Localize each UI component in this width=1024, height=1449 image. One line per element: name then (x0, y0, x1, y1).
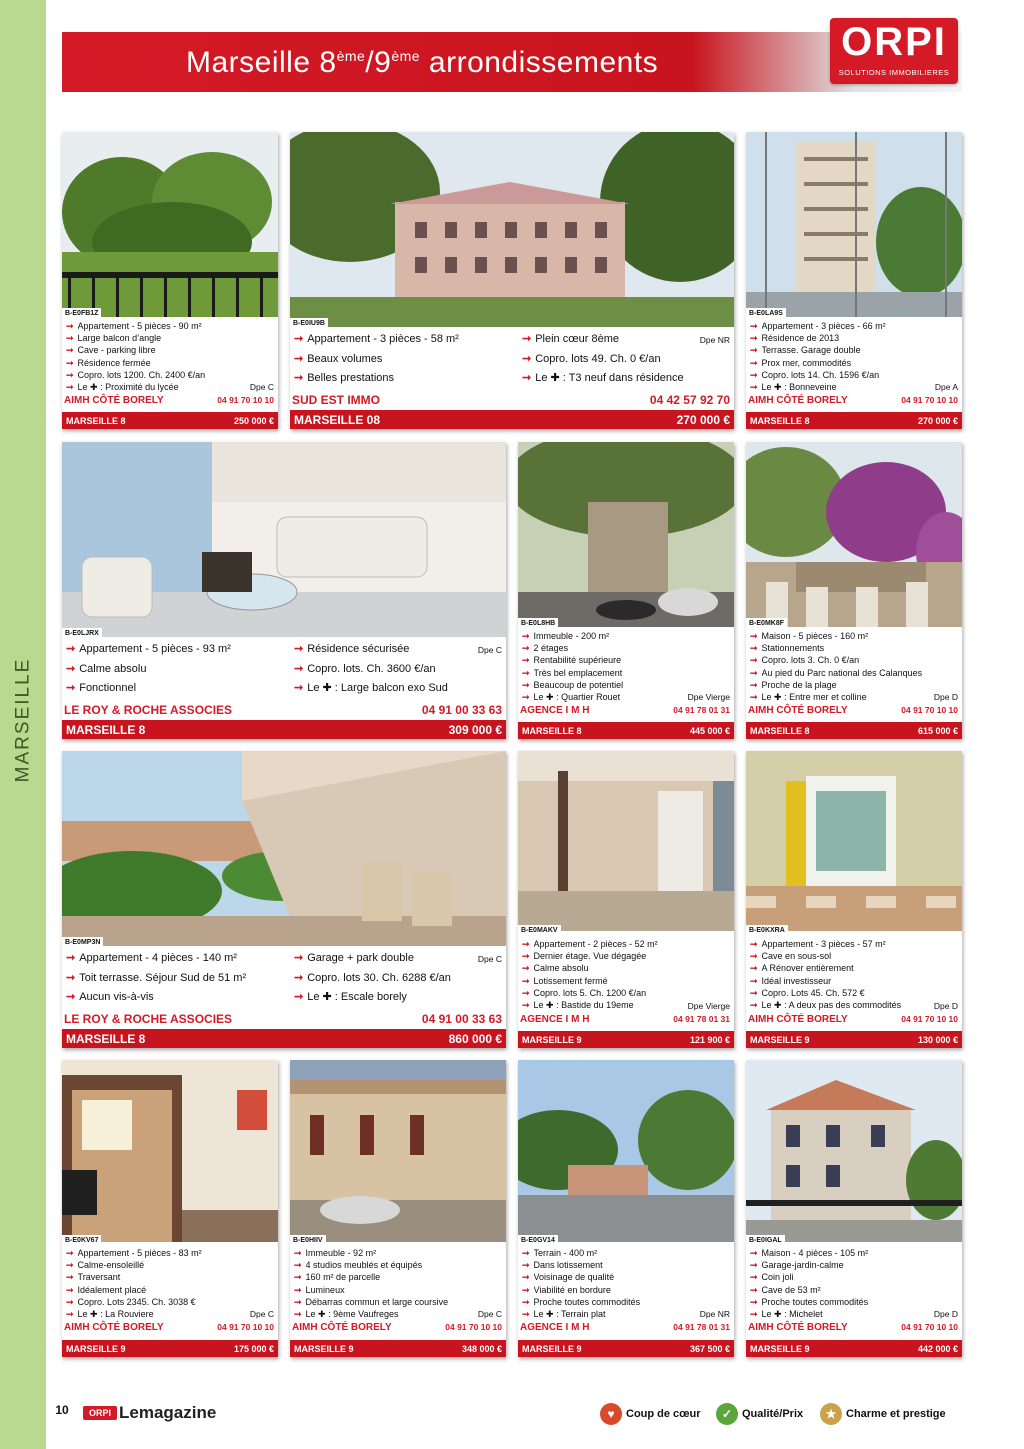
agency-phone: 04 91 70 10 10 (217, 1322, 274, 1332)
price-bar: MARSEILLE 9 442 000 € (746, 1340, 962, 1357)
agency-phone: 04 91 70 10 10 (901, 395, 958, 405)
listing-card[interactable] (518, 442, 734, 739)
reference-code: B-E0MAKV (518, 925, 561, 936)
reference-code: B-E0KV67 (62, 1235, 101, 1246)
listing-card[interactable] (62, 751, 506, 1048)
agency-phone: 04 91 70 10 10 (901, 1014, 958, 1024)
reference-code: B-E0KXRA (746, 925, 788, 936)
price-bar: MARSEILLE 9 130 000 € (746, 1031, 962, 1048)
energy-rating: Dpe D (933, 1309, 958, 1319)
reference-code: B-E0GV14 (518, 1235, 558, 1246)
price-bar: MARSEILLE 9 121 900 € (518, 1031, 734, 1048)
reference-code: B-E0FB1Z (62, 308, 101, 319)
feature-list-right: ➞ Résidence sécurisée ➞ Copro. lots. Ch. 3600 €/an ➞ Le ✚ : Large balcon exo Sud (294, 643, 448, 694)
feature-list-right: ➞ Plein cœur 8ème ➞ Copro. lots 49. Ch. 0 €/an ➞ Le ✚ : T3 neuf dans résidence (522, 333, 684, 384)
property-photo (746, 751, 962, 931)
sidebar-city-label: MARSEILLE (12, 657, 33, 783)
agency-row (292, 1322, 502, 1333)
page-header (62, 20, 962, 92)
agency-row (520, 1322, 730, 1333)
listing-card[interactable] (62, 1060, 278, 1357)
reference-code: B-E0IGAL (746, 1235, 785, 1246)
property-photo (290, 1060, 506, 1242)
property-photo (518, 751, 734, 931)
property-photo (62, 132, 278, 317)
listing-card[interactable] (518, 1060, 734, 1357)
agency-name: LE ROY & ROCHE ASSOCIES (64, 1012, 233, 1026)
agency-row (64, 1322, 274, 1333)
listing-card[interactable] (746, 1060, 962, 1357)
agency-row (520, 705, 730, 716)
property-photo (62, 442, 506, 637)
energy-rating: Dpe C (477, 1309, 502, 1319)
agency-row (520, 1014, 730, 1025)
listing-card[interactable] (62, 132, 278, 429)
price-bar: MARSEILLE 9 367 500 € (518, 1340, 734, 1357)
feature-list-right: ➞ Garage + park double ➞ Copro. lots 30. Ch. 6288 €/an ➞ Le ✚ : Escale borely (294, 952, 451, 1003)
energy-rating: Dpe C (477, 645, 502, 655)
agency-phone: 04 91 70 10 10 (217, 395, 274, 405)
agency-name: LE ROY & ROCHE ASSOCIES (64, 703, 233, 717)
page-number: 10 (50, 1401, 74, 1419)
property-photo (290, 132, 734, 327)
agency-phone: 04 91 70 10 10 (445, 1322, 502, 1332)
energy-rating: Dpe A (934, 382, 958, 392)
listing-card[interactable] (518, 751, 734, 1048)
feature-list: ➞ Appartement - 5 pièces - 90 m² ➞ Large balcon d’angle ➞ Cave - parking libre ➞ Résidence fermée ➞ Copro. lots 1200. Ch. 2400 €/an ➞ Le ✚ : Proximité du lycée (66, 321, 206, 393)
energy-rating: Dpe C (249, 1309, 274, 1319)
energy-rating: Dpe D (933, 692, 958, 702)
feature-list: ➞ Maison - 5 pièces - 160 m² ➞ Stationnements ➞ Copro. lots 3. Ch. 0 €/an ➞ Au pied du Parc national des Calanques ➞ Proche de la plage ➞ Le ✚ : Entre mer et colline (750, 631, 923, 703)
reference-code: B-E0HIIV (290, 1235, 326, 1246)
agency-name: AIMH CÔTÉ BORELY (292, 1322, 392, 1333)
footer-orpi-logo: ORPI (83, 1406, 117, 1420)
agency-name: AIMH CÔTÉ BORELY (748, 395, 848, 406)
feature-list: ➞ Immeuble - 200 m² ➞ 2 étages ➞ Rentabilité supérieure ➞ Très bel emplacement ➞ Beaucoup de potentiel ➞ Le ✚ : Quartier Rouet (522, 631, 624, 703)
quality-house-icon: ✓ (716, 1403, 738, 1425)
agency-name: AIMH CÔTÉ BORELY (748, 1014, 848, 1025)
feature-list: ➞ Appartement - 2 pièces - 52 m² ➞ Dernier étage. Vue dégagée ➞ Calme absolu ➞ Lotissement fermé ➞ Copro. lots 5. Ch. 1200 €/an ➞ Le ✚ : Bastide du 19eme (522, 939, 658, 1011)
listing-card[interactable] (746, 132, 962, 429)
feature-list: ➞ Appartement - 3 pièces - 57 m² ➞ Cave en sous-sol ➞ A Rénover entièrement ➞ Idéal investisseur ➞ Copro. Lots 45. Ch. 572 € ➞ Le ✚ : A deux pas des commodités (750, 939, 902, 1011)
price-bar: MARSEILLE 08 270 000 € (290, 410, 734, 429)
price-bar: MARSEILLE 8 860 000 € (62, 1029, 506, 1048)
energy-rating: Dpe NR (699, 1309, 730, 1319)
agency-row (748, 705, 958, 716)
prestige-house-icon: ★ (820, 1403, 842, 1425)
agency-row (64, 395, 274, 406)
listing-card[interactable] (746, 442, 962, 739)
energy-rating: Dpe C (249, 382, 274, 392)
reference-code: B-E0IU9B (290, 318, 328, 329)
agency-row (748, 395, 958, 406)
feature-list: ➞ Terrain - 400 m² ➞ Dans lotissement ➞ Voisinage de qualité ➞ Viabilité en bordure ➞ Proche toutes commodités ➞ Le ✚ : Terrain plat (522, 1248, 641, 1320)
agency-name: AIMH CÔTÉ BORELY (64, 395, 164, 406)
agency-phone: 04 91 78 01 31 (673, 1322, 730, 1332)
agency-phone: 04 91 00 33 63 (421, 1012, 502, 1026)
heart-house-icon: ♥ (600, 1403, 622, 1425)
agency-name: AIMH CÔTÉ BORELY (748, 1322, 848, 1333)
feature-list-left: ➞ Appartement - 3 pièces - 58 m² ➞ Beaux volumes ➞ Belles prestations (294, 333, 459, 384)
legend-charme-prestige: ★ Charme et prestige (820, 1403, 946, 1425)
agency-phone: 04 42 57 92 70 (649, 393, 730, 407)
feature-list-left: ➞ Appartement - 5 pièces - 93 m² ➞ Calme absolu ➞ Fonctionnel (66, 643, 231, 694)
agency-name: AIMH CÔTÉ BORELY (748, 705, 848, 716)
magazine-name: Lemagazine (119, 1403, 217, 1422)
energy-rating: Dpe D (933, 1001, 958, 1011)
energy-rating: Dpe Vierge (687, 692, 730, 702)
price-bar: MARSEILLE 9 175 000 € (62, 1340, 278, 1357)
agency-name: AGENCE I M H (520, 705, 590, 716)
energy-rating: Dpe C (477, 954, 502, 964)
listing-card[interactable] (290, 1060, 506, 1357)
price-bar: MARSEILLE 8 270 000 € (746, 412, 962, 429)
agency-row (64, 1012, 502, 1026)
agency-row (64, 703, 502, 717)
reference-code: B-E0MK8F (746, 618, 787, 629)
agency-row (748, 1014, 958, 1025)
property-photo (62, 751, 506, 946)
feature-list: ➞ Appartement - 3 pièces - 66 m² ➞ Résidence de 2013 ➞ Terrasse. Garage double ➞ Prox mer, commodités ➞ Copro. lots 14. Ch. 1596 €/an ➞ Le ✚ : Bonneveine (750, 321, 886, 393)
agency-name: AIMH CÔTÉ BORELY (64, 1322, 164, 1333)
price-bar: MARSEILLE 9 348 000 € (290, 1340, 506, 1357)
property-photo (746, 442, 962, 627)
agency-name: AGENCE I M H (520, 1014, 590, 1025)
feature-list: ➞ Appartement - 5 pièces - 83 m² ➞ Calme-ensoleillé ➞ Traversant ➞ Idéalement placé ➞ Copro. Lots 2345. Ch. 3038 € ➞ Le ✚ : La Rouviere (66, 1248, 202, 1320)
reference-code: B-E0LJRX (62, 628, 102, 639)
energy-rating: Dpe Vierge (687, 1001, 730, 1011)
legend-qualite-prix: ✓ Qualité/Prix (716, 1403, 803, 1425)
reference-code: B-E0L8HB (518, 618, 558, 629)
listing-card[interactable] (746, 751, 962, 1048)
agency-row (748, 1322, 958, 1333)
feature-list-left: ➞ Appartement - 4 pièces - 140 m² ➞ Toit terrasse. Séjour Sud de 51 m² ➞ Aucun vis-à-vis (66, 952, 247, 1003)
page-title: Marseille 8ème/9ème arrondissements (186, 46, 659, 79)
price-bar: MARSEILLE 8 615 000 € (746, 722, 962, 739)
agency-row (292, 393, 730, 407)
price-bar: MARSEILLE 8 250 000 € (62, 412, 278, 429)
listing-card[interactable] (62, 442, 506, 739)
feature-list: ➞ Immeuble - 92 m² ➞ 4 studios meublés et équipés ➞ 160 m² de parcelle ➞ Lumineux ➞ Débarras commun et large coursive ➞ Le ✚ : 9ème Vaufreges (294, 1248, 449, 1320)
agency-phone: 04 91 70 10 10 (901, 1322, 958, 1332)
property-photo (746, 132, 962, 317)
price-bar: MARSEILLE 8 445 000 € (518, 722, 734, 739)
agency-phone: 04 91 00 33 63 (421, 703, 502, 717)
reference-code: B-E0LA9S (746, 308, 786, 319)
property-photo (62, 1060, 278, 1242)
legend-coup-de-coeur: ♥ Coup de cœur (600, 1403, 701, 1425)
reference-code: B-E0MP3N (62, 937, 103, 948)
orpi-logo: ORPI SOLUTIONS IMMOBILIERES (830, 18, 958, 84)
agency-name: AGENCE I M H (520, 1322, 590, 1333)
agency-name: SUD EST IMMO (292, 393, 381, 407)
feature-list: ➞ Maison - 4 pièces - 105 m² ➞ Garage-jardin-calme ➞ Coin joli ➞ Cave de 53 m² ➞ Proche toutes commodités ➞ Le ✚ : Michelet (750, 1248, 869, 1320)
property-photo (746, 1060, 962, 1242)
agency-phone: 04 91 70 10 10 (901, 705, 958, 715)
agency-phone: 04 91 78 01 31 (673, 1014, 730, 1024)
property-photo (518, 442, 734, 627)
agency-phone: 04 91 78 01 31 (673, 705, 730, 715)
listing-card[interactable] (290, 132, 734, 429)
energy-rating: Dpe NR (699, 335, 730, 345)
price-bar: MARSEILLE 8 309 000 € (62, 720, 506, 739)
property-photo (518, 1060, 734, 1242)
